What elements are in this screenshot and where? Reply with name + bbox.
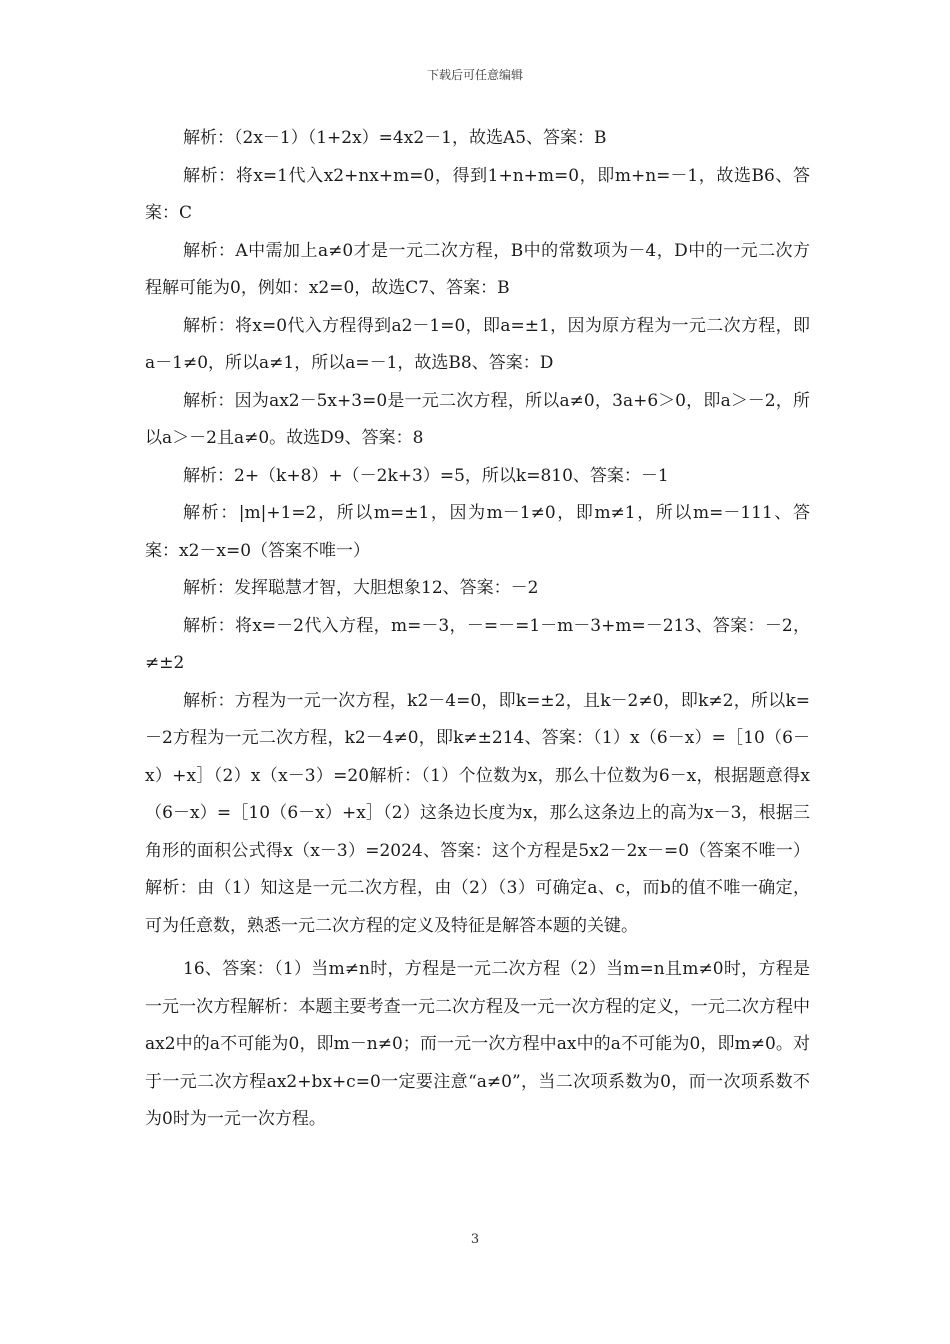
answer-paragraph-7: 解析：A中需加上a≠0才是一元二次方程，B中的常数项为－4，D中的一元二次方程解可能为0，例如：x2=0，故选C7、答案：B [145,240,810,298]
answer-paragraph-9: 解析：因为ax2－5x+3=0是一元二次方程，所以a≠0，3a+6＞0，即a＞－2，所以a＞－2且a≠0。故选D9、答案：8 [145,390,810,448]
document-body [145,120,810,1139]
answer-paragraph-12: 解析：发挥聪慧才智，大胆想象12、答案：－2 [183,578,539,598]
page-header-note: 下载后可任意编辑 [426,68,523,82]
answer-paragraph-14-15: 解析：方程为一元一次方程，k2－4=0，即k=±2，且k－2≠0，即k≠2，所以k=－2方程为一元二次方程，k2－4≠0，即k≠±214、答案：（1）x（6－x）=［10（6－x）+x］（2）x（x－3）=20解析：（1）个位数为x，那么十位数为6－x，根据题意得x（6－x）=［10（6－x）+x］（2）这条边长度为x，那么这条边上的高为x－3，根据三角形的面积公式得x（x－3）=2024、答案：这个方程是5x2－2x－=0（答案不唯一）解析：由（1）知这是一元二次方程，由（2）（3）可确定a、c，而b的值不唯一确定，可为任意数，熟悉一元二次方程的定义及特征是解答本题的关键。 [145,690,810,936]
answer-paragraph-6: 解析：将x=1代入x2+nx+m=0，得到1+n+m=0，即m+n=－1，故选B6、答案：C [145,165,810,223]
answer-paragraph-8: 解析：将x=0代入方程得到a2－1=0，即a=±1，因为原方程为一元二次方程，即a－1≠0，所以a≠1，所以a=－1，故选B8、答案：D [145,315,810,373]
answer-paragraph-16: 16、答案：（1）当m≠n时，方程是一元二次方程（2）当m=n且m≠0时，方程是一元一次方程解析：本题主要考查一元二次方程及一元一次方程的定义，一元二次方程中ax2中的a不可能为0，即m－n≠0；而一元一次方程中ax中的a不可能为0，即m≠0。对于一元二次方程ax2+bx+c=0一定要注意“a≠0”，当二次项系数为0，而一次项系数不为0时为一元一次方程。 [145,959,810,1129]
answer-paragraph-5: 解析：（2x－1）（1+2x）=4x2－1，故选A5、答案：B [183,128,607,148]
answer-paragraph-13: 解析：将x=－2代入方程，m=－3，－=－=1－m－3+m=－213、答案：－2，≠±2 [145,615,810,673]
page-number: 3 [470,1232,480,1247]
answer-paragraph-11: 解析：|m|+1=2，所以m=±1，因为m－1≠0，即m≠1，所以m=－111、答案：x2－x=0（答案不唯一） [145,503,810,561]
answer-paragraph-10: 解析：2+（k+8）+（－2k+3）=5，所以k=810、答案：－1 [183,465,669,486]
